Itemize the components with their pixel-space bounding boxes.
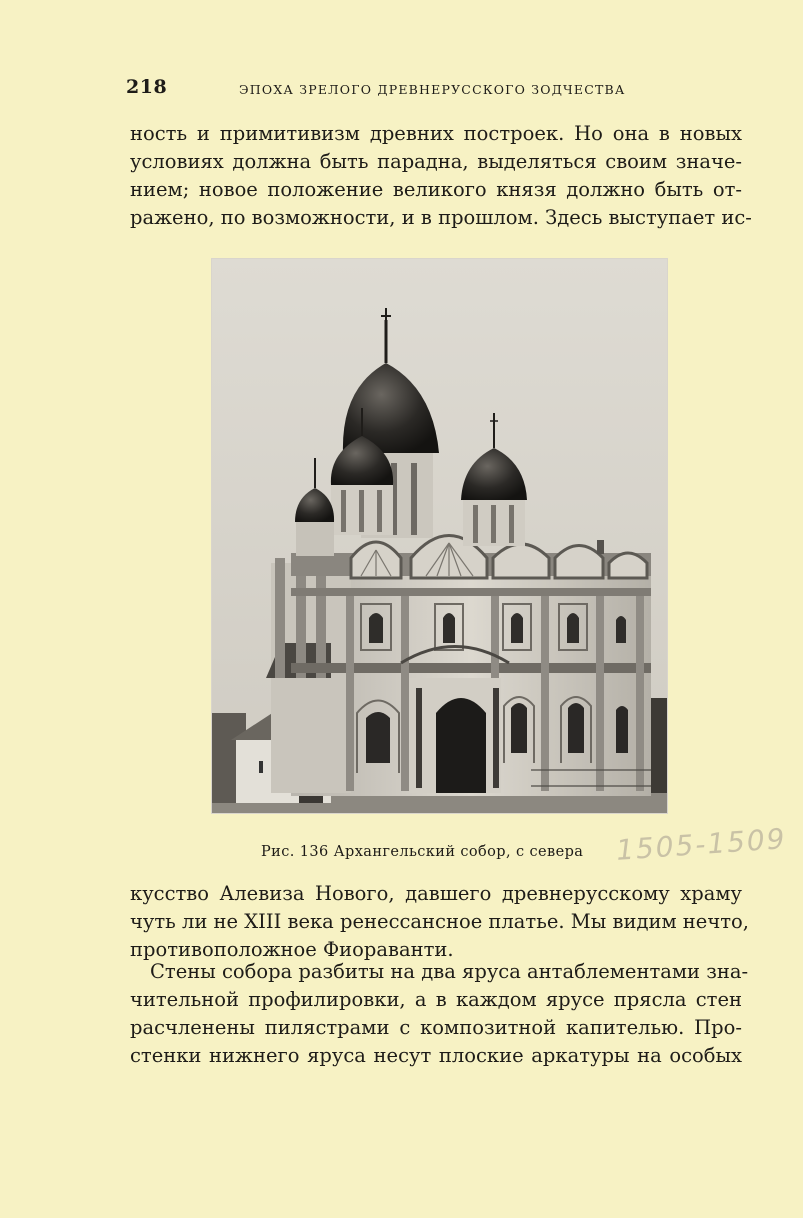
paragraph-2 — [130, 880, 749, 964]
text-line: Стены собора разбиты на два яруса антаблементами зна- — [150, 960, 749, 983]
text-line: ражено, по возможности, и в прошлом. Здесь выступает ис- — [130, 206, 752, 229]
running-head: ЭПОХА ЗРЕЛОГО ДРЕВНЕРУССКОГО ЗОДЧЕСТВА — [239, 82, 626, 97]
page-number: 218 — [126, 76, 168, 98]
handwritten-note: 1505-1509 — [615, 822, 788, 867]
text-line: расчленены пилястрами с композитной капителью. Про- — [130, 1016, 742, 1039]
text-line: условиях должна быть парадна, выделяться своим значе- — [130, 150, 742, 173]
text-line: чительной профилировки, а в каждом ярусе прясла стен — [130, 988, 742, 1011]
text-line: противоположное Фиораванти. — [130, 938, 454, 961]
cathedral-photo — [211, 258, 668, 814]
text-line: нием; новое положение великого князя должно быть от- — [130, 178, 742, 201]
text-line: стенки нижнего яруса несут плоские аркатуры на особых — [130, 1044, 742, 1067]
paragraph-1 — [130, 120, 752, 232]
text-line: чуть ли не XIII века ренессансное платье. Мы видим нечто, — [130, 910, 749, 933]
page-header — [126, 76, 666, 100]
text-line: ность и примитивизм древних построек. Но она в новых — [130, 122, 742, 145]
figure-caption: Рис. 136 Архангельский собор, с севера — [261, 844, 584, 860]
text-line: кусство Алевиза Нового, давшего древнерусскому храму — [130, 882, 742, 905]
paragraph-3 — [130, 958, 749, 1070]
